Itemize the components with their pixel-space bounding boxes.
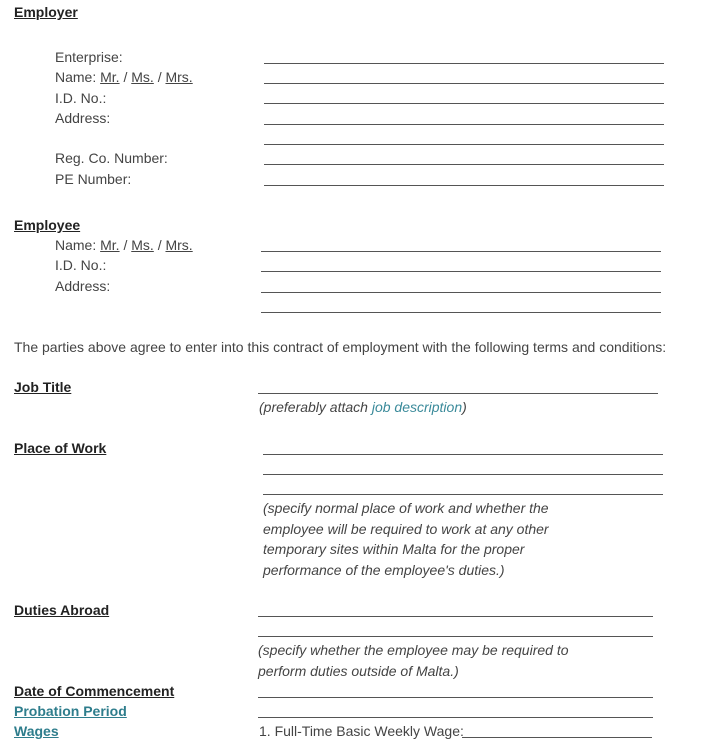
name-prefix: Name: bbox=[55, 69, 97, 85]
contract-intro-text: The parties above agree to enter into this contract of employment with the following terms and conditions: bbox=[14, 339, 667, 355]
title-ms: Ms. bbox=[131, 237, 154, 253]
wages-item-label: 1. Full-Time Basic Weekly Wage: bbox=[259, 723, 464, 739]
note-line: (specify whether the employee may be required to bbox=[258, 642, 569, 658]
note-line: perform duties outside of Malta.) bbox=[258, 662, 459, 679]
employee-name-line[interactable] bbox=[261, 251, 661, 252]
employee-id-label: I.D. No.: bbox=[55, 257, 107, 273]
date-of-commencement-heading: Date of Commencement bbox=[14, 683, 175, 699]
note-line: temporary sites within Malta for the proper bbox=[263, 541, 525, 557]
title-mr: Mr. bbox=[100, 69, 120, 85]
employer-address-line-2[interactable] bbox=[264, 144, 664, 145]
duties-abroad-line-2[interactable] bbox=[258, 636, 653, 637]
duties-abroad-note bbox=[258, 640, 569, 681]
title-ms: Ms. bbox=[131, 69, 154, 85]
place-of-work-heading: Place of Work bbox=[14, 440, 107, 456]
title-separator: / bbox=[123, 237, 128, 253]
title-mr: Mr. bbox=[100, 237, 120, 253]
employer-address-label: Address: bbox=[55, 110, 111, 126]
title-separator: / bbox=[123, 69, 128, 85]
employee-address-line-1[interactable] bbox=[261, 292, 661, 293]
employer-reg-co-line[interactable] bbox=[264, 164, 664, 165]
place-of-work-line-3[interactable] bbox=[263, 494, 663, 495]
employer-pe-line[interactable] bbox=[264, 185, 664, 186]
title-mrs: Mrs. bbox=[165, 69, 193, 85]
employer-name-line[interactable] bbox=[264, 83, 664, 84]
wages-link[interactable]: Wages bbox=[14, 723, 59, 739]
job-title-heading: Job Title bbox=[14, 379, 72, 395]
wages-weekly-line[interactable] bbox=[462, 737, 652, 738]
title-mrs: Mrs. bbox=[165, 237, 193, 253]
place-of-work-note bbox=[263, 498, 549, 580]
duties-abroad-heading: Duties Abroad bbox=[14, 602, 110, 618]
note-line: performance of the employee's duties.) bbox=[263, 561, 505, 578]
name-prefix: Name: bbox=[55, 237, 97, 253]
employer-id-label: I.D. No.: bbox=[55, 90, 107, 106]
probation-period-line[interactable] bbox=[258, 717, 653, 718]
employer-address-line-1[interactable] bbox=[264, 124, 664, 125]
date-of-commencement-line[interactable] bbox=[258, 697, 653, 698]
employer-id-line[interactable] bbox=[264, 103, 664, 104]
employer-enterprise-line[interactable] bbox=[264, 63, 664, 64]
title-separator: / bbox=[157, 69, 162, 85]
place-of-work-line-1[interactable] bbox=[263, 454, 663, 455]
employee-id-line[interactable] bbox=[261, 271, 661, 272]
employer-heading: Employer bbox=[14, 4, 78, 20]
place-of-work-line-2[interactable] bbox=[263, 474, 663, 475]
job-description-link[interactable]: job description bbox=[371, 399, 463, 415]
note-line: (specify normal place of work and whether the bbox=[263, 500, 549, 516]
employee-heading: Employee bbox=[14, 217, 81, 233]
title-separator: / bbox=[157, 237, 162, 253]
job-title-note bbox=[259, 397, 467, 418]
employer-enterprise-label: Enterprise: bbox=[55, 49, 123, 65]
employee-name-label bbox=[55, 237, 193, 253]
employer-pe-label: PE Number: bbox=[55, 171, 132, 187]
employer-reg-co-label: Reg. Co. Number: bbox=[55, 150, 168, 166]
employee-address-line-2[interactable] bbox=[261, 312, 661, 313]
employer-name-label bbox=[55, 69, 193, 85]
job-title-note-close: ) bbox=[462, 399, 467, 415]
duties-abroad-line-1[interactable] bbox=[258, 616, 653, 617]
job-title-note-text: (preferably attach bbox=[259, 399, 372, 415]
note-line: employee will be required to work at any other bbox=[263, 520, 549, 537]
probation-period-link[interactable]: Probation Period bbox=[14, 703, 127, 719]
employee-address-label: Address: bbox=[55, 278, 111, 294]
job-title-line[interactable] bbox=[258, 393, 658, 394]
